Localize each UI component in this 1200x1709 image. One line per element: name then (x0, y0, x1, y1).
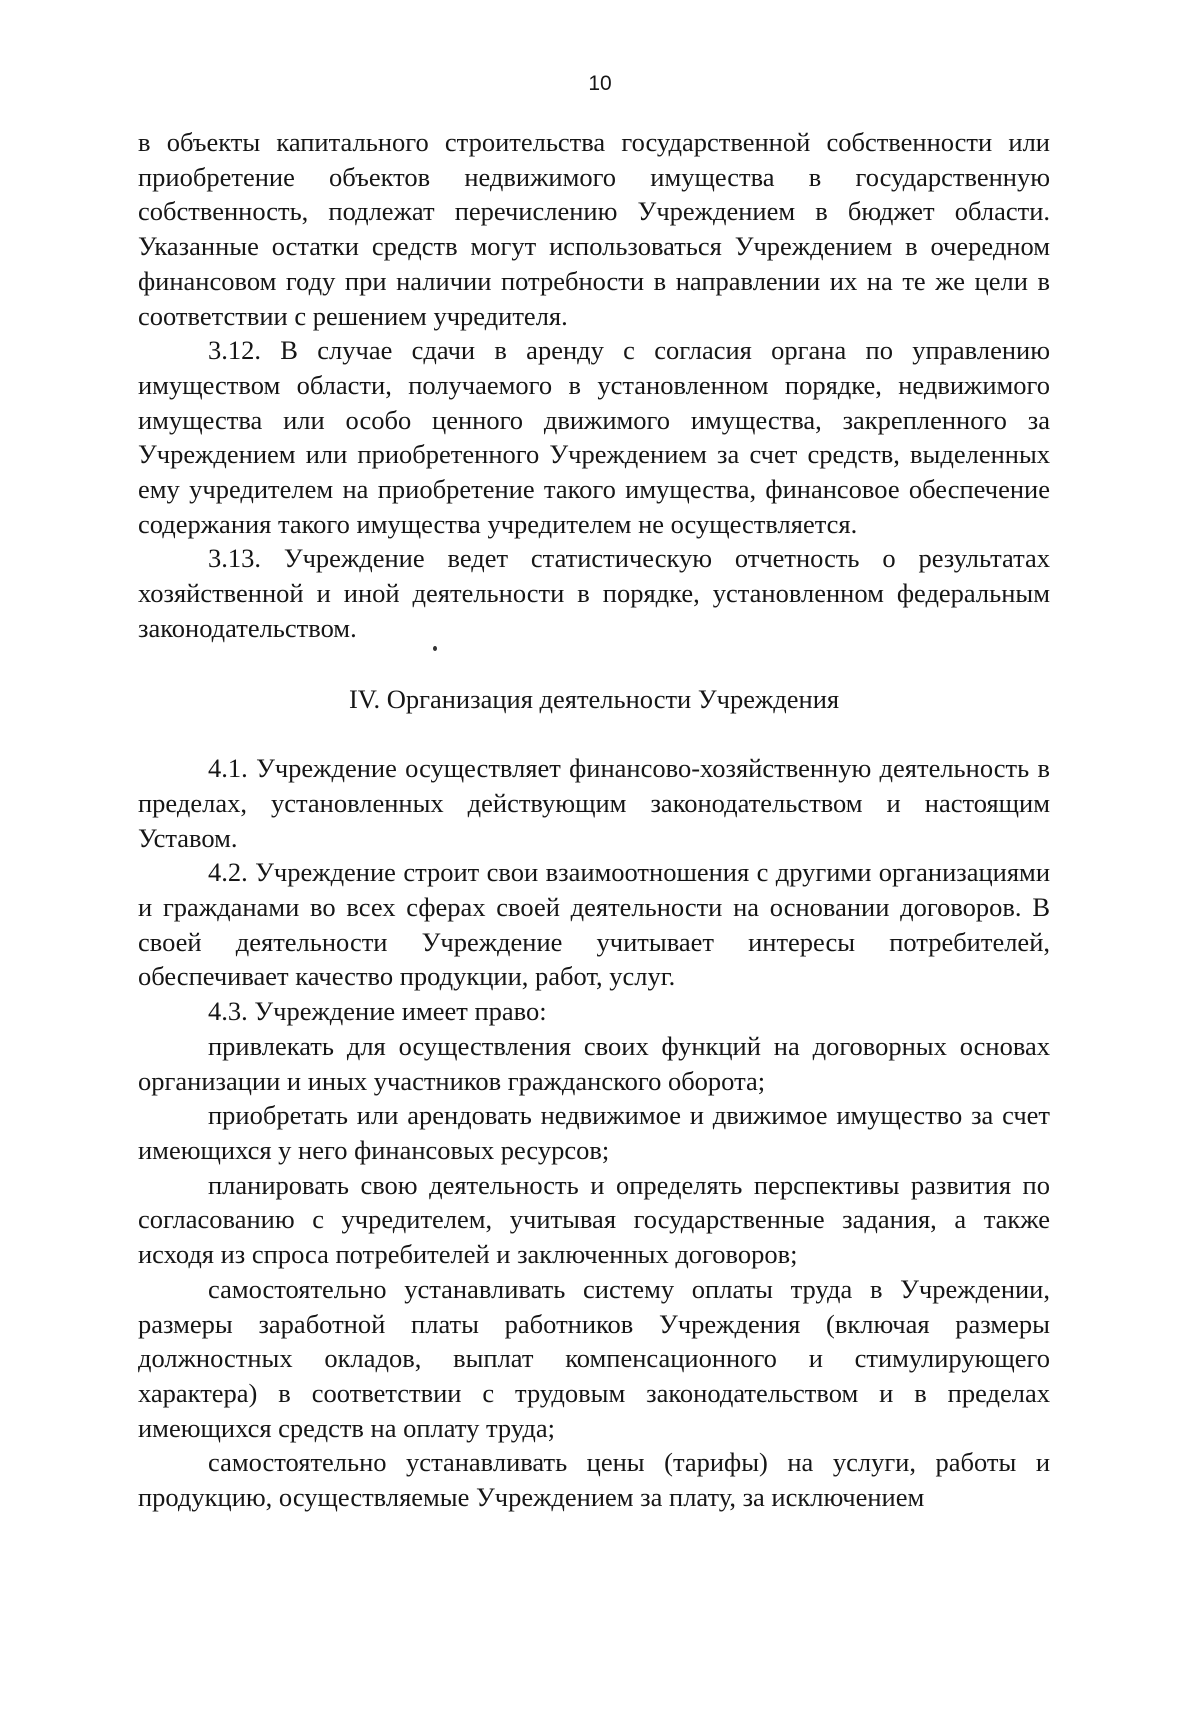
paragraph: 4.2. Учреждение строит свои взаимоотношения с другими организациями и гражданами во всех сферах своей деятельности на основании договоров. В своей деятельности Учреждение учитывает интересы потребителей, обеспечивает качество продукции, работ, услуг. (138, 857, 1050, 992)
paragraph: 4.3. Учреждение имеет право: (208, 996, 547, 1027)
paragraph: в объекты капитального строительства государственной собственности или приобретение объектов недвижимого имущества в государственную собственность, подлежат перечислению Учреждением в бюджет области. Указанные остатки средств могут использоваться Учреждением в очередном финансовом году при наличии потребности в направлении их на те же цели в соответствии с решением учредителя. (138, 127, 1050, 331)
paragraph: 3.13. Учреждение ведет статистическую отчетность о результатах хозяйственной и иной деятельности в порядке, установленном федеральным законодательством. (138, 543, 1050, 643)
list-item: привлекать для осуществления своих функций на договорных основах организации и иных участников гражданского оборота; (138, 1030, 1050, 1096)
paragraph: 3.12. В случае сдачи в аренду с согласия органа по управлению имуществом области, получаемого в установленном порядке, недвижимого имущества или особо ценного движимого имущества, закрепленного за Учреждением или приобретенного Учреждением за счет средств, выделенных ему учредителем на приобретение такого имущества, финансовое обеспечение содержания такого имущества учредителем не осуществляется. (138, 335, 1050, 539)
list-item: планировать свою деятельность и определять перспективы развития по согласованию с учредителем, учитывая государственные задания, а также исходя из спроса потребителей и заключенных договоров; (138, 1169, 1050, 1270)
list-item: самостоятельно устанавливать цены (тарифы) на услуги, работы и продукцию, осуществляемые Учреждением за плату, за исключением (138, 1447, 1050, 1513)
paragraph: 4.1. Учреждение осуществляет финансово-хозяйственную деятельность в пределах, установленных действующим законодательством и настоящим Уставом. (138, 753, 1050, 853)
section-heading: IV. Организация деятельности Учреждения (348, 683, 840, 714)
page-number: 10 (588, 72, 612, 95)
list-item: приобретать или арендовать недвижимое и движимое имущество за счет имеющихся у него финансовых ресурсов; (138, 1100, 1050, 1165)
list-item: самостоятельно устанавливать систему оплаты труда в Учреждении, размеры заработной платы работников Учреждения (включая размеры должностных окладов, выплат компенсационного и стимулирующего характера) в соответствии с трудовым законодательством и в пределах имеющихся средств на оплату труда; (138, 1273, 1050, 1443)
document-body (138, 125, 1050, 1515)
